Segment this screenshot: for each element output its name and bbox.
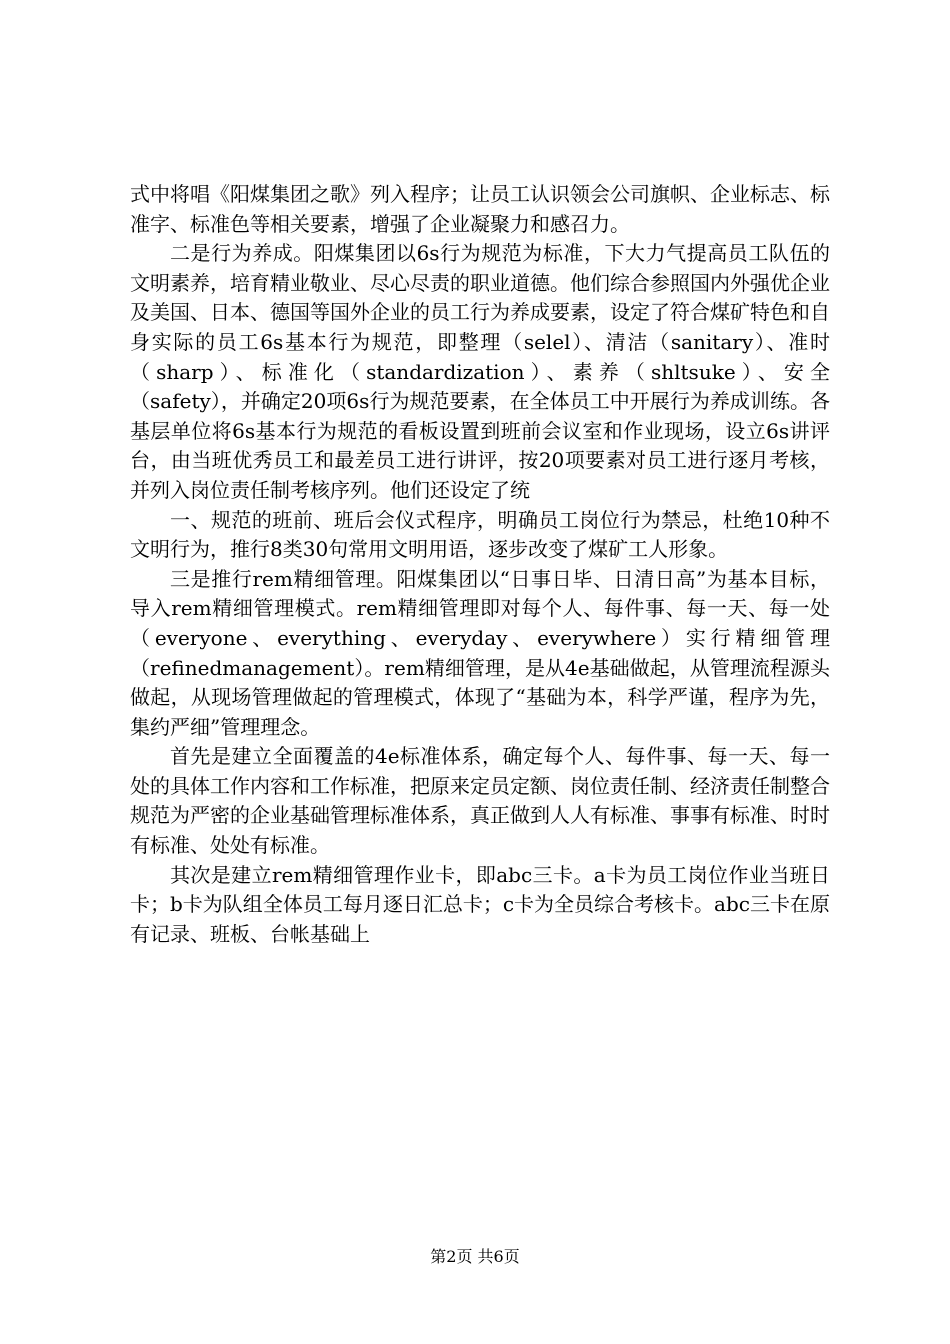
- paragraph-3: 一、规范的班前、班后会仪式程序，明确员工岗位行为禁忌，杜绝10种不文明行为，推行8类30句常用文明用语，逐步改变了煤矿工人形象。: [130, 507, 830, 562]
- paragraph-2: 二是行为养成。阳煤集团以6s行为规范为标准，下大力气提高员工队伍的文明素养，培育精业敬业、尽心尽责的职业道德。他们综合参照国内外强优企业及美国、日本、德国等国外企业的员工行为养成要素，设定了符合煤矿特色和自身实际的员工6s基本行为规范，即整理（selel）、清洁（sanitary）、准时（sharp）、标准化（standardization）、素养（shltsuke）、安全（safety），并确定20项6s行为规范要素，在全体员工中开展行为养成训练。各基层单位将6s基本行为规范的看板设置到班前会议室和作业现场，设立6s讲评台，由当班优秀员工和最差员工进行讲评，按20项要素对员工进行逐月考核，并列入岗位责任制考核序列。他们还设定了统: [130, 241, 830, 502]
- paragraph-1: 式中将唱《阳煤集团之歌》列入程序；让员工认识领会公司旗帜、企业标志、标准字、标准色等相关要素，增强了企业凝聚力和感召力。: [130, 182, 830, 236]
- page-footer: 第2页 共6页: [430, 1247, 520, 1266]
- body-text: [130, 180, 830, 949]
- paragraph-6: 其次是建立rem精细管理作业卡，即abc三卡。a卡为员工岗位作业当班日卡；b卡为队组全体员工每月逐日汇总卡；c卡为全员综合考核卡。abc三卡在原有记录、班板、台帐基础上: [130, 862, 830, 946]
- paragraph-5: 首先是建立全面覆盖的4e标准体系，确定每个人、每件事、每一天、每一处的具体工作内容和工作标准，把原来定员定额、岗位责任制、经济责任制整合规范为严密的企业基础管理标准体系，真正做到人人有标准、事事有标准、时时有标准、处处有标准。: [130, 744, 830, 858]
- paragraph-4: 三是推行rem精细管理。阳煤集团以“日事日毕、日清日高”为基本目标，导入rem精细管理模式。rem精细管理即对每个人、每件事、每一天、每一处（everyone、everything、everyday、everywhere）实行精细管理（refinedmanagement）。rem精细管理，是从4e基础做起，从管理流程源头做起，从现场管理做起的管理模式，体现了“基础为本，科学严谨，程序为先，集约严细”管理理念。: [130, 566, 830, 739]
